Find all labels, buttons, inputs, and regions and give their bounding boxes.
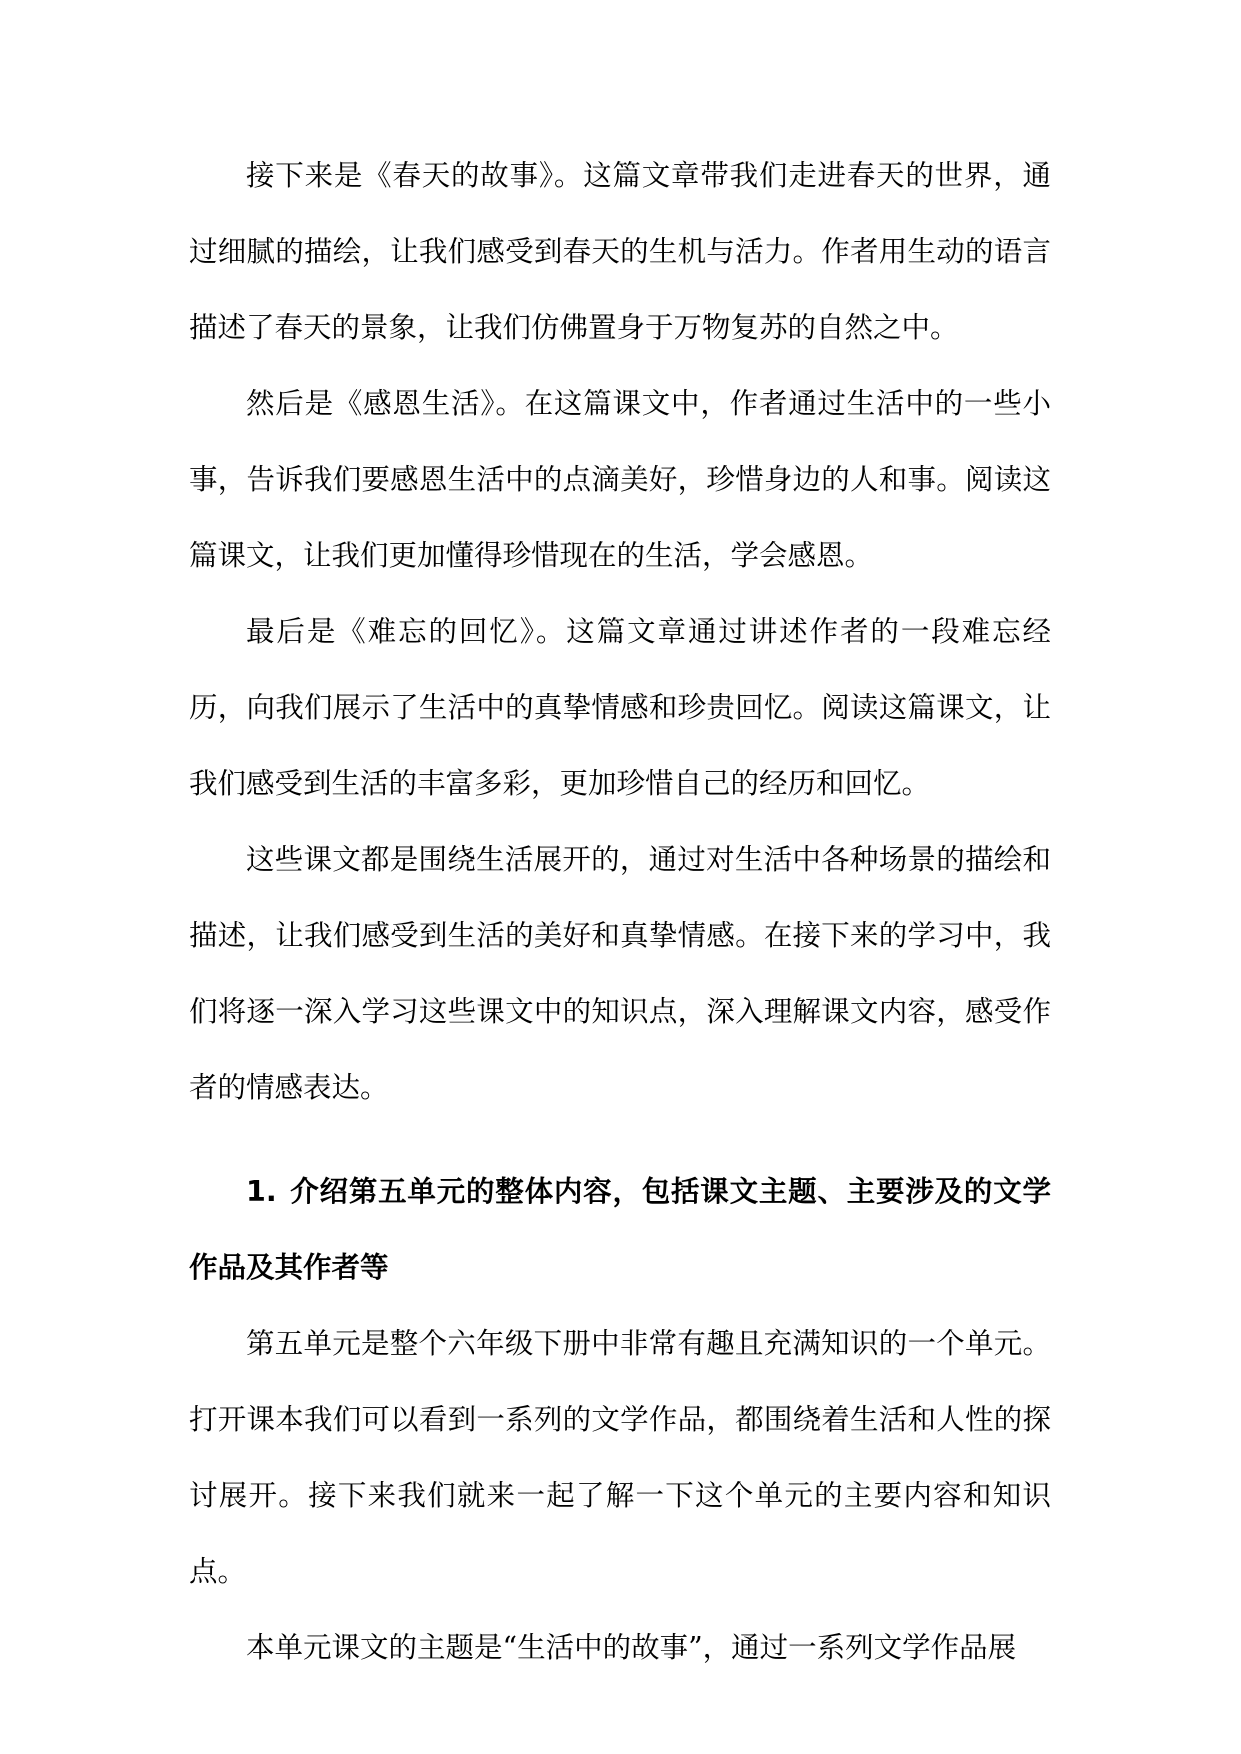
section-heading-text: 介绍第五单元的整体内容，包括课文主题、主要涉及的文学作品及其作者等 — [189, 1175, 1051, 1284]
paragraph-spring-story: 接下来是《春天的故事》。这篇文章带我们走进春天的世界，通过细腻的描绘，让我们感受到春天的生机与活力。作者用生动的语言描述了春天的景象，让我们仿佛置身于万物复苏的自然之中。 — [189, 159, 1051, 344]
section-heading — [189, 1154, 1051, 1306]
paragraph-unit-five-intro: 第五单元是整个六年级下册中非常有趣且充满知识的一个单元。打开课本我们可以看到一系列的文学作品，都围绕着生活和人性的探讨展开。接下来我们就来一起了解一下这个单元的主要内容和知识点。 — [189, 1327, 1051, 1588]
paragraph-summary: 这些课文都是围绕生活展开的，通过对生活中各种场景的描绘和描述，让我们感受到生活的美好和真挚情感。在接下来的学习中，我们将逐一深入学习这些课文中的知识点，深入理解课文内容，感受作者的情感表达。 — [189, 843, 1051, 1104]
document-body — [189, 138, 1051, 1686]
paragraph-memorable-memory: 最后是《难忘的回忆》。这篇文章通过讲述作者的一段难忘经历，向我们展示了生活中的真挚情感和珍贵回忆。阅读这篇课文，让我们感受到生活的丰富多彩，更加珍惜自己的经历和回忆。 — [189, 615, 1051, 800]
paragraph-gratitude-life: 然后是《感恩生活》。在这篇课文中，作者通过生活中的一些小事，告诉我们要感恩生活中的点滴美好，珍惜身边的人和事。阅读这篇课文，让我们更加懂得珍惜现在的生活，学会感恩。 — [189, 387, 1051, 572]
section-heading-number: 1. — [246, 1175, 277, 1208]
paragraph-unit-theme: 本单元课文的主题是“生活中的故事”，通过一系列文学作品展 — [246, 1631, 1017, 1664]
